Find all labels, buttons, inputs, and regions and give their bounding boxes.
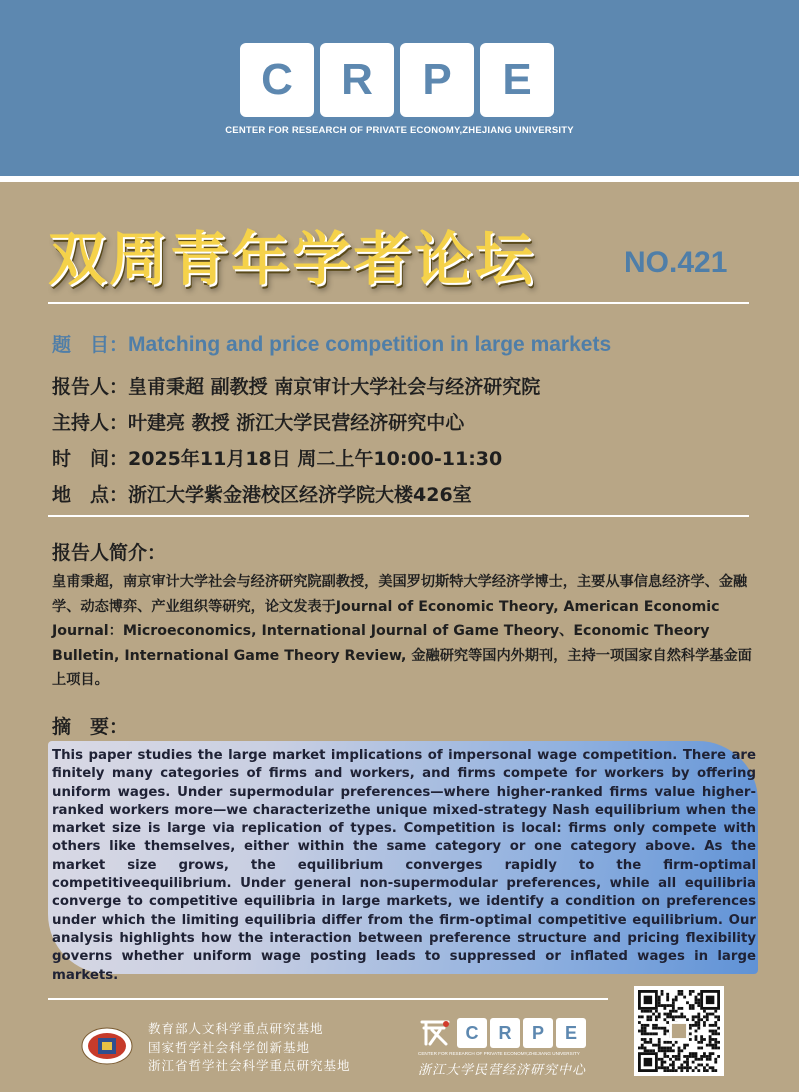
info-divider	[48, 515, 749, 517]
speaker-label: 报告人：	[52, 376, 129, 398]
crpe-mark-icon	[418, 1018, 452, 1048]
footer-divider	[48, 998, 608, 1000]
speaker-value: 皇甫秉超 副教授 南京审计大学社会与经济研究院	[128, 376, 541, 398]
forum-title: 双周青年学者论坛	[48, 225, 537, 293]
bio-text: 皇甫秉超，南京审计大学社会与经济研究院副教授，美国罗切斯特大学经济学博士，主要从事信息经济学、金融学、动态博弈、产业组织等研究，论文发表于Journal of Economic Theory, American Economic Journal：Microeconomics, International Journal of Game Theory、Economic Theory Bulletin, International Game Theory Review, 金融研究等国内外期刊，主持一项国家自然科学基金面上项目。	[52, 574, 752, 688]
host-value: 叶建亮 教授 浙江大学民营经济研究中心	[128, 412, 465, 434]
logo-subtitle: CENTER FOR RESEARCH OF PRIVATE ECONOMY,ZHEJIANG UNIVERSITY	[225, 125, 574, 136]
qr-code-icon	[638, 990, 720, 1072]
topic-line	[52, 330, 611, 357]
topic-value: Matching and price competition in large markets	[128, 333, 612, 356]
title-divider	[48, 302, 749, 304]
footer-logo-letter: C	[457, 1018, 487, 1048]
footer-logo-letter: R	[490, 1018, 520, 1048]
issue-number: NO.421	[624, 246, 728, 279]
logo-letter-e: E	[480, 43, 554, 117]
base-item: 教育部人文科学重点研究基地	[148, 1021, 324, 1036]
footer-logo-letter: P	[523, 1018, 553, 1048]
emblem-icon	[80, 1026, 134, 1066]
base-item: 国家哲学社会科学创新基地	[148, 1039, 311, 1055]
host-label: 主持人：	[52, 412, 129, 434]
host-line	[52, 408, 464, 435]
place-value: 浙江大学紫金港校区经济学院大楼426室	[128, 484, 472, 506]
research-base-list	[148, 1020, 351, 1076]
footer-logo-letter: E	[556, 1018, 586, 1048]
footer-crpe-logo	[418, 1018, 586, 1078]
topic-label: 题 目：	[52, 334, 129, 356]
logo-letter-p: P	[400, 43, 474, 117]
qr-code[interactable]	[634, 986, 724, 1076]
time-value: 2025年11月18日 周二上午10:00-11:30	[128, 448, 503, 470]
place-line	[52, 480, 472, 507]
header-divider	[0, 176, 799, 182]
logo-letter-c: C	[240, 43, 314, 117]
logo-letter-r: R	[320, 43, 394, 117]
bio-heading: 报告人简介：	[52, 542, 167, 564]
speaker-line	[52, 372, 540, 399]
abstract-heading: 摘 要：	[52, 716, 129, 738]
crpe-logo	[240, 43, 554, 117]
time-line	[52, 444, 502, 471]
place-label: 地 点：	[52, 484, 129, 506]
abstract-text: This paper studies the large market implications of impersonal wage competition. There are finitely many categories of firms and workers, and firms compete for workers by offering uniform wages. Under supermodular preferences—where higher-ranked firms value higher-ranked workers more—we characterizethe unique mixed-strategy Nash equilibrium when the market size is large via replication of types. Competition is local: firms only compete with others like themselves, either within the same category or one category above. As the market size grows, the equilibrium converges rapidly to the firm-optimal competitiveequilibrium. Under general non-supermodular preferences, while all equilibria converge to competitive equilibria in large markets, we identify a condition on preferences under which the limiting equilibria differ from the firm-optimal competitive equilibrium. Our analysis highlights how the interaction between preference structure and pricing flexibility governs whether uniform wage posting leads to suppressed or inflated wages in large markets.	[52, 748, 756, 983]
footer-logo-cn: 浙江大学民营经济研究中心	[418, 1063, 587, 1078]
time-label: 时 间：	[52, 448, 129, 470]
footer-logo-subtitle: CENTER FOR RESEARCH OF PRIVATE ECONOMY,ZHEJIANG UNIVERSITY	[418, 1051, 580, 1056]
header-banner	[0, 0, 799, 176]
base-item: 浙江省哲学社会科学重点研究基地	[148, 1058, 351, 1073]
